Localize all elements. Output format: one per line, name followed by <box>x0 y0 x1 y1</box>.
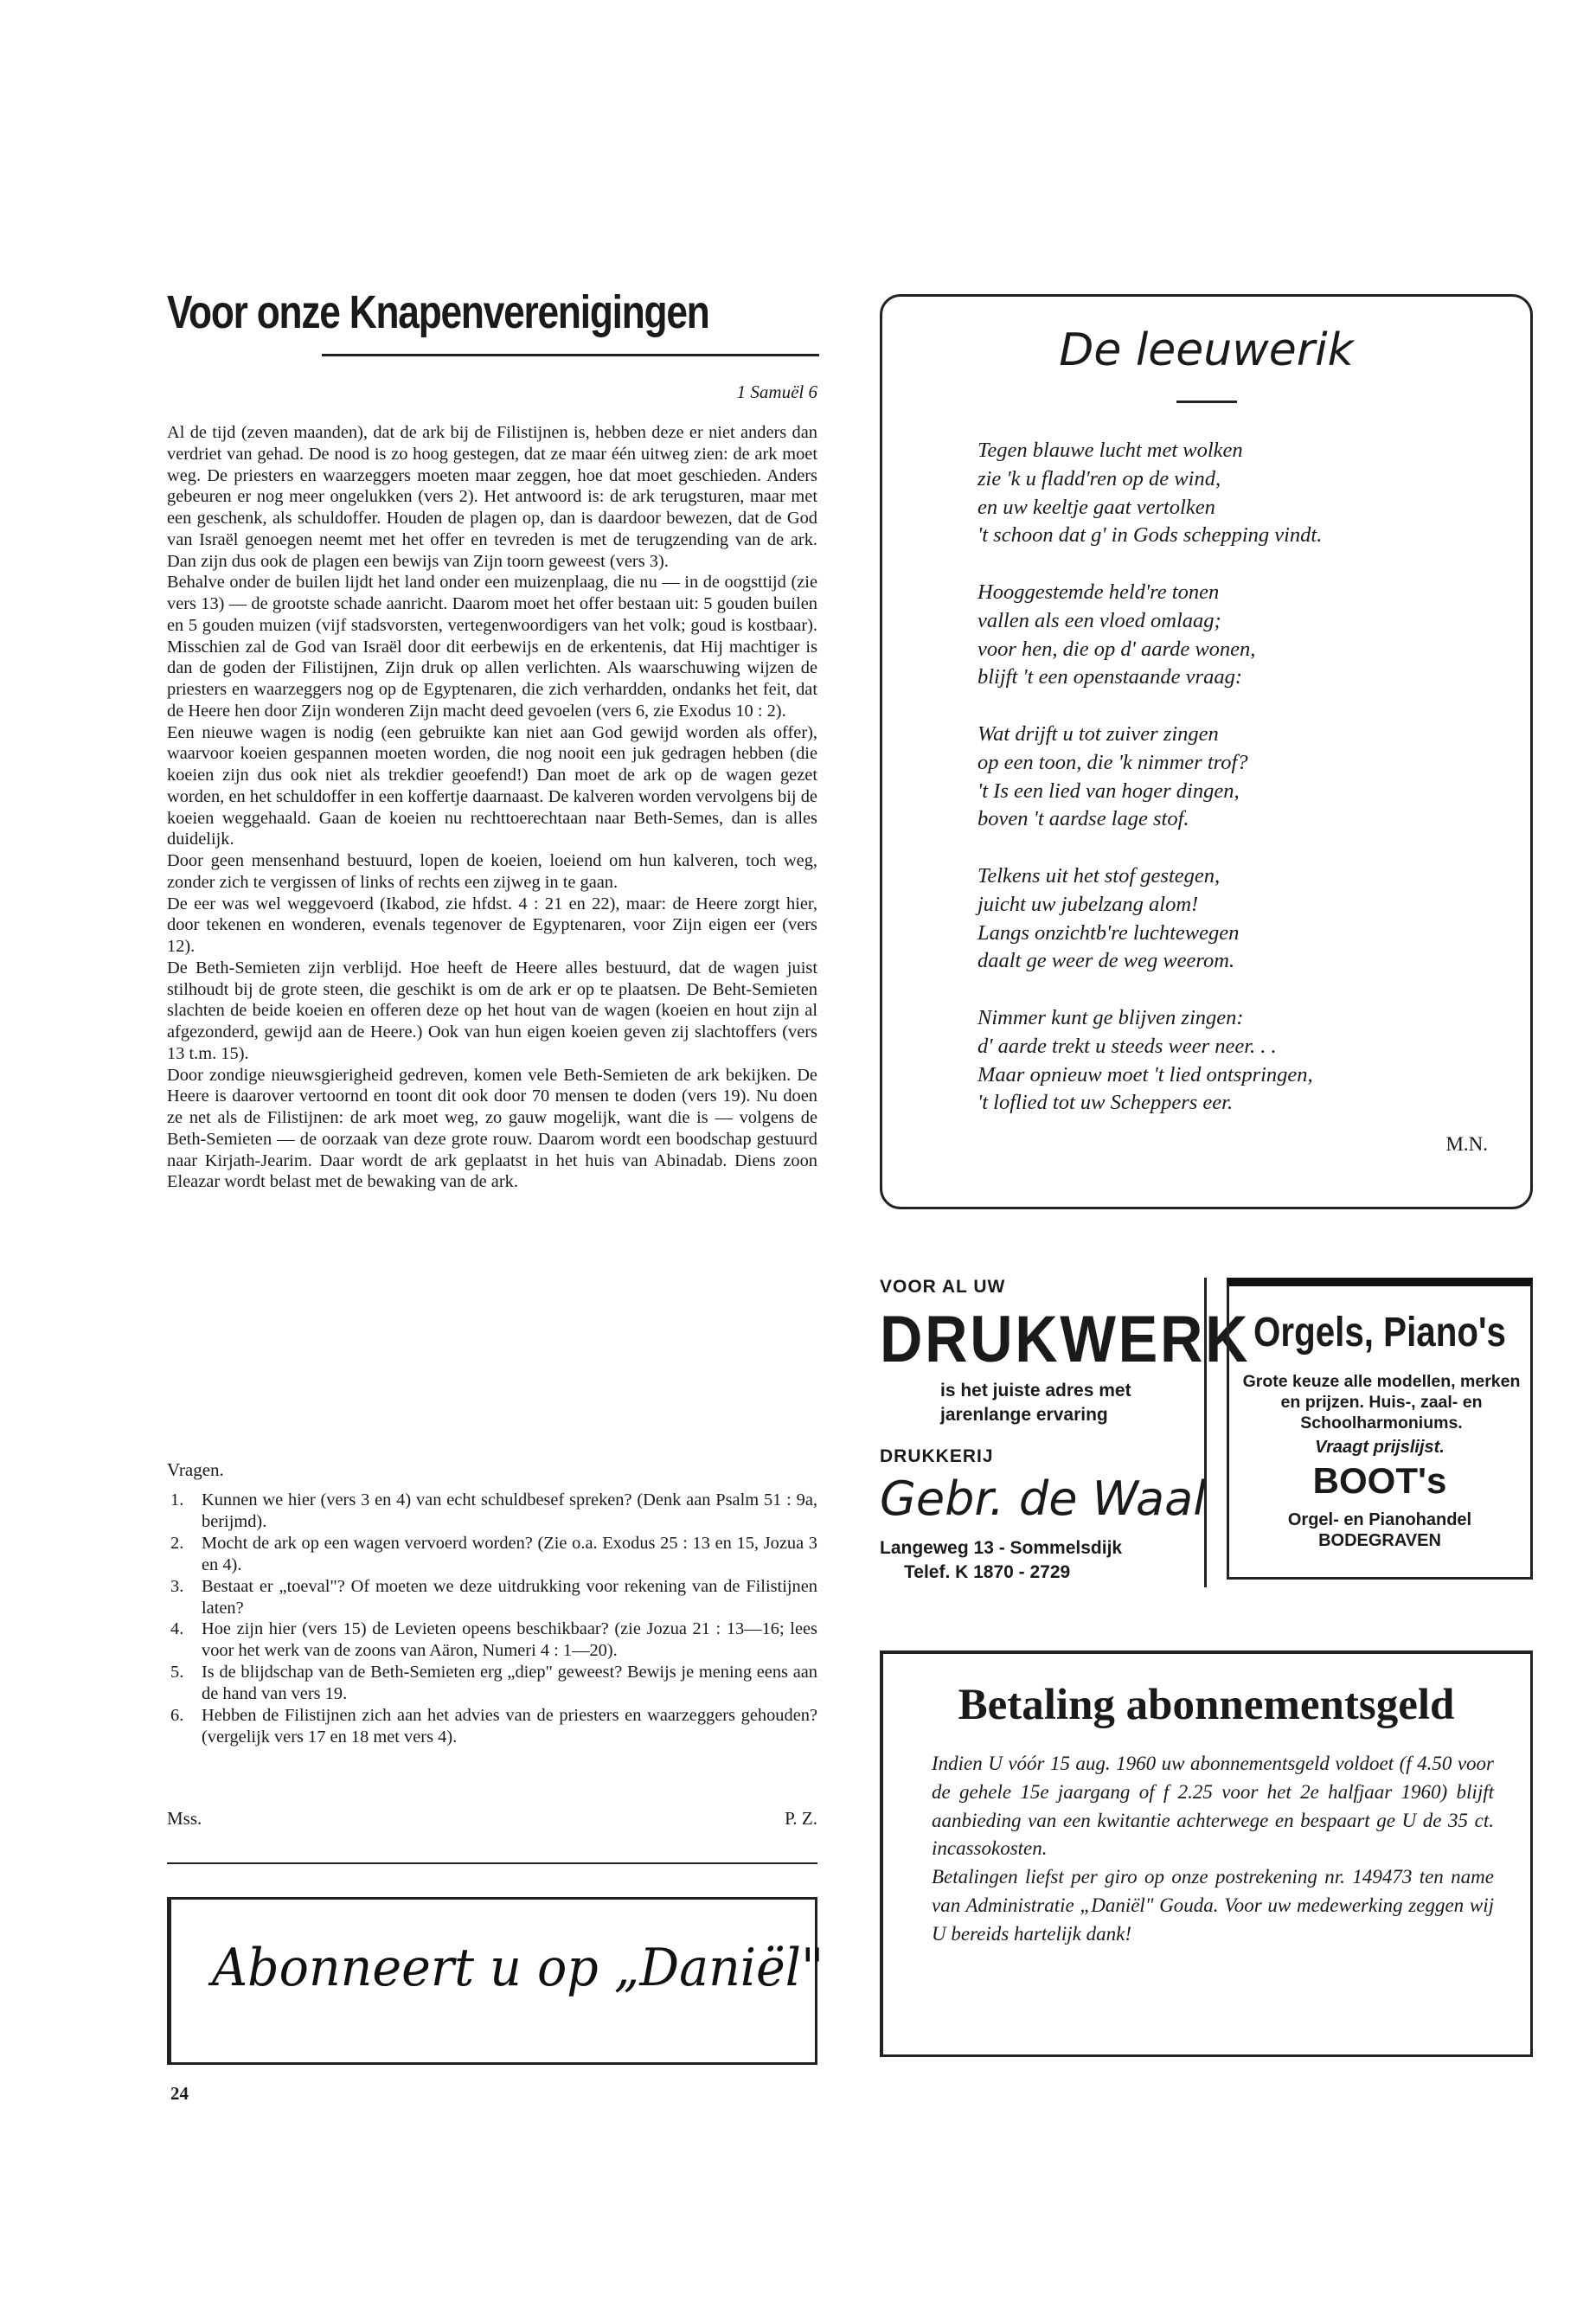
poem-stanza <box>977 1004 1514 1118</box>
payment-paragraph: Indien U vóór 15 aug. 1960 uw abonnementsgeld voldoet (f 4.50 voor de gehele 15e jaargang of f 2.25 voor het 2e halfjaar 1960) blijft aanbieding van een kwitantie achterwege en bespaart ge U de 35 ct. incassokosten. <box>932 1753 1494 1860</box>
poem-line: en uw keeltje gaat vertolken <box>977 495 1215 519</box>
poem-line: Langs onzichtb're luchtewegen <box>977 920 1240 945</box>
orgels-ad-title: Orgels, Piano's <box>1253 1310 1506 1356</box>
subscribe-slogan: Abonneert u op „Daniël" <box>212 1938 824 1998</box>
question-text: Kunnen we hier (vers 3 en 4) van echt schuldbesef spreken? (Denk aan Psalm 51 : 9a, berijmd). <box>202 1490 817 1531</box>
poem-line: vallen als een vloed omlaag; <box>977 608 1221 632</box>
orgels-ad-description: Grote keuze alle modellen, merken en prijzen. Huis-, zaal- en Schoolharmoniums. <box>1242 1372 1521 1433</box>
poem-line: Hooggestemde held're tonen <box>977 580 1220 604</box>
poem-line: Maar opnieuw moet 't lied ontspringen, <box>977 1062 1313 1086</box>
question-number: 1. <box>170 1490 184 1509</box>
question-text: Hebben de Filistijnen zich aan het advies van de priesters en waarzeggers gehouden? (vergelijk vers 17 en 18 met vers 4). <box>202 1706 817 1747</box>
question-text: Is de blijdschap van de Beth-Semieten erg „diep" geweest? Bewijs je mening eens aan de hand van vers 19. <box>202 1663 817 1704</box>
poem-line: juicht uw jubelzang alom! <box>977 892 1199 916</box>
ad-phone: Telef. K 1870 - 2729 <box>904 1562 1071 1582</box>
poem-line: d' aarde trekt u steeds weer neer. . . <box>977 1034 1277 1058</box>
orgels-ad-city: BODEGRAVEN <box>1318 1531 1441 1550</box>
page-number: 24 <box>170 2083 189 2104</box>
questions-list <box>167 1490 817 1748</box>
question-item <box>167 1576 817 1619</box>
orgels-ad-price-line: Vraagt prijslijst. <box>1315 1438 1445 1457</box>
article-paragraph: Een nieuwe wagen is nodig (een gebruikte kan niet aan God gewijd worden als offer), waarvoor koeien gespannen moeten worden, die nog nooit een juk gedragen hebben (die koeien zijn dus ook niet als trekdier geoefend!) Dan moet de ark op de wagen gezet worden, en het schuldoffer in een koffertje daarnaast. De kalveren worden vervolgens bij de koeien weggehaald. Gaan de koeien nu rechttoerechtaan naar Beth-Semes, dan is alles duidelijk. <box>167 722 817 849</box>
ad-company: Gebr. de Waal <box>880 1471 1207 1526</box>
question-text: Hoe zijn hier (vers 15) de Levieten opeens beschikbaar? (zie Jozua 21 : 13—16; lees voor het werk van de zoons van Aäron, Numeri 4 : 1—20). <box>202 1619 817 1661</box>
question-item <box>167 1662 817 1705</box>
poem-line: 't Is een lied van hoger dingen, <box>977 779 1240 803</box>
scripture-reference: 1 Samuël 6 <box>736 381 817 402</box>
question-number: 2. <box>170 1533 184 1553</box>
signature-left: Mss. <box>167 1808 202 1829</box>
poem-author: M.N. <box>1445 1133 1488 1155</box>
question-text: Bestaat er „toeval"? Of moeten we deze uitdrukking voor rekening van de Filistijnen laten? <box>202 1576 817 1618</box>
poem-title: De leeuwerik <box>1059 324 1354 376</box>
question-number: 6. <box>170 1706 184 1726</box>
questions-heading: Vragen. <box>167 1459 224 1480</box>
poem-line: Telkens uit het stof gestegen, <box>977 863 1221 888</box>
poem-stanza <box>977 862 1514 976</box>
poem-line: blijft 't een openstaande vraag: <box>977 665 1242 689</box>
article-paragraph: De Beth-Semieten zijn verblijd. Hoe heeft de Heere alles bestuurd, dat de wagen juist stilhoudt bij de grote steen, die geschikt is om de ark er op te plaatsen. De Beht-Semieten slachten de beide koeien en offeren deze op het hout van de wagen (koeien en hout zijn al afgezonderd, gewijd aan de Heere.) Ook van hun eigen koeien geven zij slachtoffers (vers 13 t.m. 15). <box>167 958 817 1063</box>
poem-line: Wat drijft u tot zuiver zingen <box>977 721 1219 746</box>
article-paragraph: Door geen mensenhand bestuurd, lopen de koeien, loeiend om hun kalveren, toch weg, zonder zich te vergissen of links of rechts een zijweg in te gaan. <box>167 851 817 892</box>
ad-intro: VOOR AL UW <box>880 1277 1006 1297</box>
ad-divider <box>1204 1278 1207 1587</box>
article-paragraph: De eer was wel weggevoerd (Ikabod, zie hfdst. 4 : 21 en 22), maar: de Heere zorgt hier, door tekenen en wonderen, evenals tegenover de Egyptenaren, voor Zijn eigen eer (vers 12). <box>167 894 817 956</box>
question-number: 4. <box>170 1619 184 1639</box>
question-item <box>167 1618 817 1662</box>
title-rule <box>322 354 819 356</box>
signature-right: P. Z. <box>785 1808 817 1829</box>
article-paragraph: Al de tijd (zeven maanden), dat de ark bij de Filistijnen is, hebben deze er niet anders dan verdriet van gehad. De nood is zo hoog gestegen, dat ze maar één uitweg zien: de ark moet weg. De priesters en waarzeggers moeten maar zeggen, hoe dat moet geschieden. Anders gebeuren er nog meer ongelukken (vers 2). Het antwoord is: de ark terugsturen, maar met een geschenk, als schuldoffer. Houden de plagen op, dan is daardoor bewezen, dat de God van Israël genoegen neemt met het offer en tevreden is met de terugzending van de ark. Dan zijn dus ook de plagen een bewijs van Zijn toorn geweest (vers 3). <box>167 423 817 571</box>
poem-line: Nimmer kunt ge blijven zingen: <box>977 1005 1244 1029</box>
ad-label: DRUKKERIJ <box>880 1446 994 1466</box>
payment-body <box>932 1750 1494 1949</box>
orgels-ad-business-name: Orgel- en Pianohandel <box>1287 1510 1472 1529</box>
ad-tagline: is het juiste adres met jarenlange ervaring <box>940 1381 1131 1425</box>
poem-line: daalt ge weer de weg weerom. <box>977 949 1235 973</box>
article-title: Voor onze Knapenverenigingen <box>167 286 709 338</box>
question-number: 3. <box>170 1576 184 1596</box>
poem-line: 't loflied tot uw Scheppers eer. <box>977 1091 1234 1115</box>
question-item <box>167 1533 817 1576</box>
poem-stanza <box>977 579 1514 692</box>
orgels-ad-business <box>1227 1509 1533 1551</box>
poem-line: Tegen blauwe lucht met wolken <box>977 439 1243 462</box>
article-paragraph: Behalve onder de builen lijdt het land onder een muizenplaag, die nu — in de oogsttijd (zie vers 13) — de grootste schade aanricht. Daarom moet het offer bestaan uit: 5 gouden builen en 5 gouden muizen (vijf stadsvorsten, vertegenwoordigers van het volk; goud is kostbaar). Misschien zal de God van Israël door dit eerbewijs en de erkentenis, dat Hij machtiger is dan de goden der Filistijnen, Zijn druk op allen verlichten. Als waarschuwing wijzen de priesters en waarzeggers nog op de Egyptenaren, die zich verhardden, ondanks het feit, dat de Heere hen door Zijn wonderen Zijn macht deed gevoelen (vers 6, zie Exodus 10 : 2). <box>167 573 817 721</box>
question-item <box>167 1705 817 1748</box>
orgels-ad-brand: BOOT's <box>1312 1460 1447 1501</box>
poem-line: voor hen, die op d' aarde wonen, <box>977 637 1256 661</box>
divider <box>167 1862 817 1864</box>
question-number: 5. <box>170 1663 184 1682</box>
poem-body <box>977 437 1514 1146</box>
poem-line: op een toon, die 'k nimmer trof? <box>977 750 1248 774</box>
question-text: Mocht de ark op een wagen vervoerd worden? (Zie o.a. Exodus 25 : 13 en 15, Jozua 3 en 4). <box>202 1533 817 1574</box>
article-paragraph: Door zondige nieuwsgierigheid gedreven, komen vele Beth-Semieten de ark bekijken. De Heere is daarover vertoornd en toont dit ook door 70 mensen te doden (vers 19). Nu doen ze net als de Filistijnen: de ark moet weg, zo gauw mogelijk, want die is — volgens de Beth-Semieten — de oorzaak van deze grote rouw. Daarom wordt een boodschap gestuurd naar Kirjath-Jearim. Daar wordt de ark geplaatst in het huis van Abinadab. Diens zoon Eleazar wordt belast met de bewaking van de ark. <box>167 1065 817 1192</box>
payment-title: Betaling abonnementsgeld <box>958 1681 1455 1729</box>
poem-stanza <box>977 437 1514 550</box>
article-body <box>167 422 817 1193</box>
poem-title-dash <box>1176 401 1237 403</box>
poem-line: 't schoon dat g' in Gods schepping vindt. <box>977 523 1323 548</box>
ad-address: Langeweg 13 - Sommelsdijk <box>880 1538 1123 1558</box>
question-item <box>167 1490 817 1533</box>
ad-headline: DRUKWERK <box>880 1303 1251 1376</box>
poem-stanza <box>977 721 1514 834</box>
poem-line: zie 'k u fladd'ren op de wind, <box>977 466 1221 490</box>
payment-paragraph: Betalingen liefst per giro op onze postrekening nr. 149473 ten name van Administratie „Daniël" Gouda. Voor uw medewerking zeggen wij U bereids hartelijk dank! <box>932 1866 1494 1945</box>
poem-line: boven 't aardse lage stof. <box>977 807 1189 831</box>
